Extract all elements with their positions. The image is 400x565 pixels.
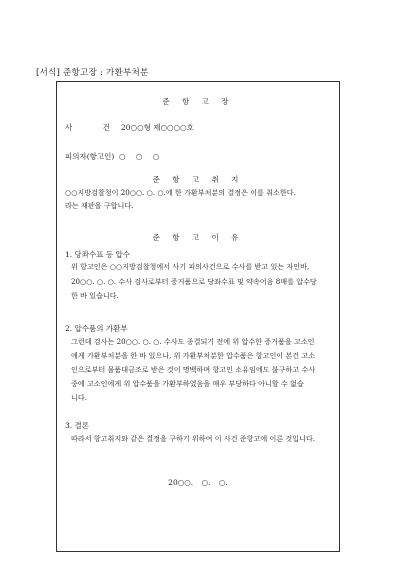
case-label: 사 건 [65, 123, 110, 132]
document-date: 20○○. ○. ○. [168, 478, 228, 487]
section-heading: 2. 압수품의 가환부 [65, 324, 128, 333]
purpose-line: 라는 재판을 구합니다. [65, 201, 134, 210]
form-caption: [서식] 준항고장 : 가환부처분 [36, 68, 149, 78]
section-line: 위 항고인은 ○○지방검찰청에서 사기 피의사건으로 수사를 받고 있는 자인바, [71, 262, 310, 271]
section-line: 그런데 검사는 20○○. ○. ○. 수사도 종결되기 전에 위 압수한 증거품을 고소인 [71, 337, 315, 346]
document-title: 준 항 고 장 [162, 97, 234, 106]
purpose-line: ○○지방검찰청이 20○○. ○. ○.에 한 가환부처분의 결정은 이를 취소한다. [65, 188, 296, 197]
section-heading: 1. 당좌수표 등 압수 [65, 250, 131, 259]
reason-heading: 준 항 고 이 유 [152, 233, 244, 242]
section-line: 20○○. ○. ○. 수사 검사로부터 증거품으로 당좌수표 및 약속어음 8매를 압수당 [71, 277, 317, 286]
section-line: 중에 고소인에게 위 압수품을 가환부하였음을 매우 부당하다 아니할 수 없습 [71, 379, 304, 388]
section-line: 니다. [71, 393, 87, 402]
section-line: 에게 가환부처분을 한 바 있으나, 위 가환부처분한 압수품은 항고인이 본건 고소 [71, 351, 316, 360]
document-frame [56, 81, 340, 552]
party-label: 피의자(항고인) [65, 152, 115, 161]
section-heading: 3. 결론 [65, 421, 90, 430]
section-line: 따라서 항고취지와 같은 결정을 구하기 위하여 이 사건 준항고에 이른 것입니다. [71, 434, 316, 443]
case-number: 20○○형 제○○○○호 [121, 123, 194, 132]
section-line: 인으로부터 물품대금조로 받은 것이 명백하며 항고인 소유임에도 불구하고 수사 [71, 365, 316, 374]
party-name: ○ ○ ○ [119, 152, 160, 161]
section-line: 한 바 있습니다. [71, 291, 119, 300]
purpose-heading: 준 항 고 취 지 [152, 175, 244, 184]
